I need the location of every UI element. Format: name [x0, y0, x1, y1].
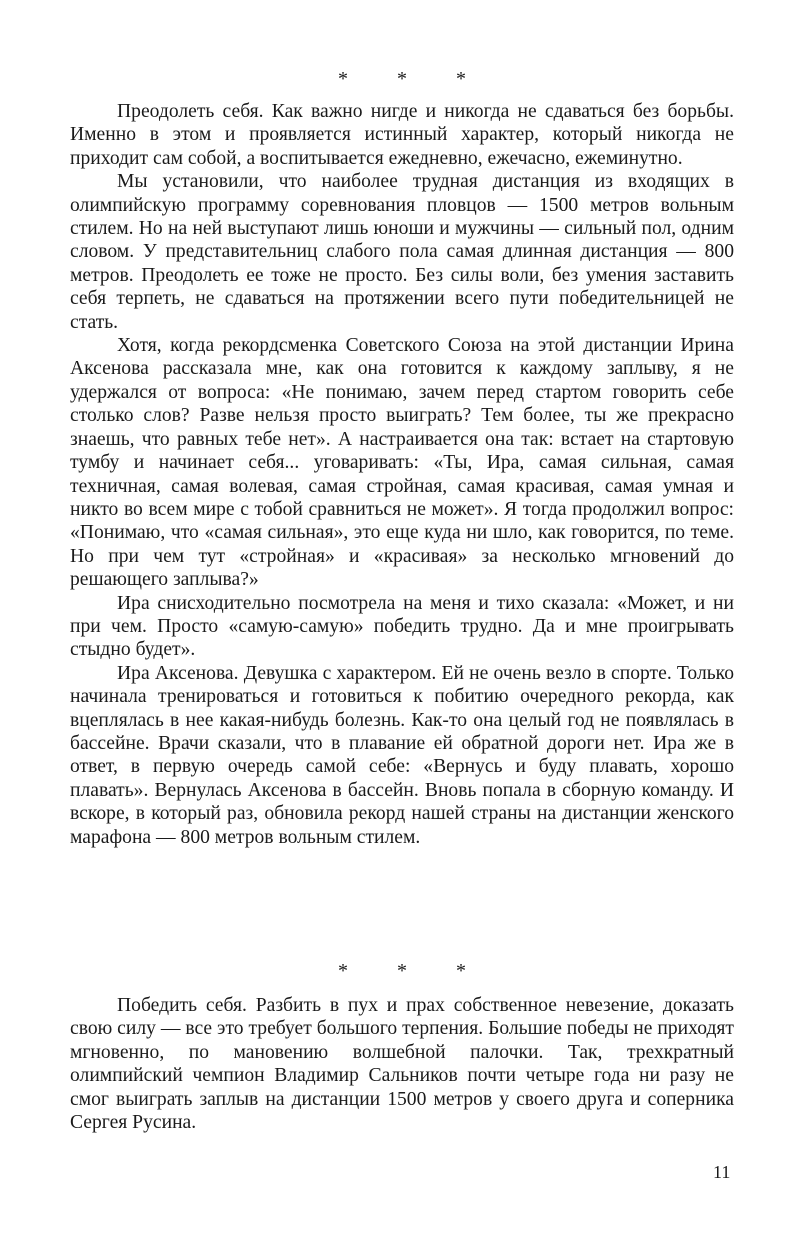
paragraph-2: Мы установили, что наиболее трудная дистанция из входящих в олимпийскую программу соревнования пловцов — 1500 метров вольным стилем. Но на ней выступают лишь юноши и мужчины — сильный пол, одним словом. У представительниц слабого пола самая длинная дистанция — 800 метров. Преодолеть ее тоже не просто. Без силы воли, без умения заставить себя терпеть, не сдаваться на протяжении всего пути победительницей не стать.: [70, 171, 734, 333]
section-separator-middle: * * *: [338, 960, 488, 982]
paragraph-3: Хотя, когда рекордсменка Советского Союза на этой дистанции Ирина Аксенова рассказала мне, как она готовится к каждому заплыву, я не удержался от вопроса: «Не понимаю, зачем перед стартом говорить себе столько слов? Разве нельзя просто выиграть? Тем более, ты же прекрасно знаешь, что равных тебе нет». А настраивается она так: встает на стартовую тумбу и начинает себя... уговаривать: «Ты, Ира, самая сильная, самая техничная, самая волевая, самая стройная, самая красивая, самая умная и никто во всем мире с тобой сравниться не может». Я тогда продолжил вопрос: «Понимаю, что «самая сильная», это еще куда ни шло, как говорится, по теме. Но при чем тут «стройная» и «красивая» за несколько мгновений до решающего заплыва?»: [70, 335, 734, 591]
section-1-body: [70, 100, 734, 849]
paragraph-4: Ира снисходительно посмотрела на меня и тихо сказала: «Может, и ни при чем. Просто «самую-самую» победить трудно. Да и мне проигрывать стыдно будет».: [70, 592, 734, 661]
section-2-body: [70, 994, 734, 1134]
section-separator-top: * * *: [338, 68, 488, 90]
paragraph-1: Преодолеть себя. Как важно нигде и никогда не сдаваться без борьбы. Именно в этом и проявляется истинный характер, который никогда не приходит сам собой, а воспитывается ежедневно, ежечасно, ежеминутно.: [70, 101, 734, 169]
paragraph-6: Победить себя. Разбить в пух и прах собственное невезение, доказать свою силу — все это требует большого терпения. Большие победы не приходят мгновенно, по мановению волшебной палочки. Так, трехкратный олимпийский чемпион Владимир Сальников почти четыре года ни разу не смог выиграть заплыв на дистанции 1500 метров у своего друга и соперника Сергея Русина.: [70, 995, 734, 1134]
page-number: 11: [713, 1162, 731, 1182]
paragraph-5: Ира Аксенова. Девушка с характером. Ей не очень везло в спорте. Только начинала тренироваться и готовиться к побитию очередного рекорда, как вцеплялась в нее какая-нибудь болезнь. Как-то она целый год не появлялась в бассейне. Врачи сказали, что в плавание ей обратной дороги нет. Ира же в ответ, в первую очередь самой себе: «Вернусь и буду плавать, хорошо плавать». Вернулась Аксенова в бассейн. Вновь попала в сборную команду. И вскоре, в который раз, обновила рекорд нашей страны на дистанции женского марафона — 800 метров вольным стилем.: [70, 662, 734, 848]
